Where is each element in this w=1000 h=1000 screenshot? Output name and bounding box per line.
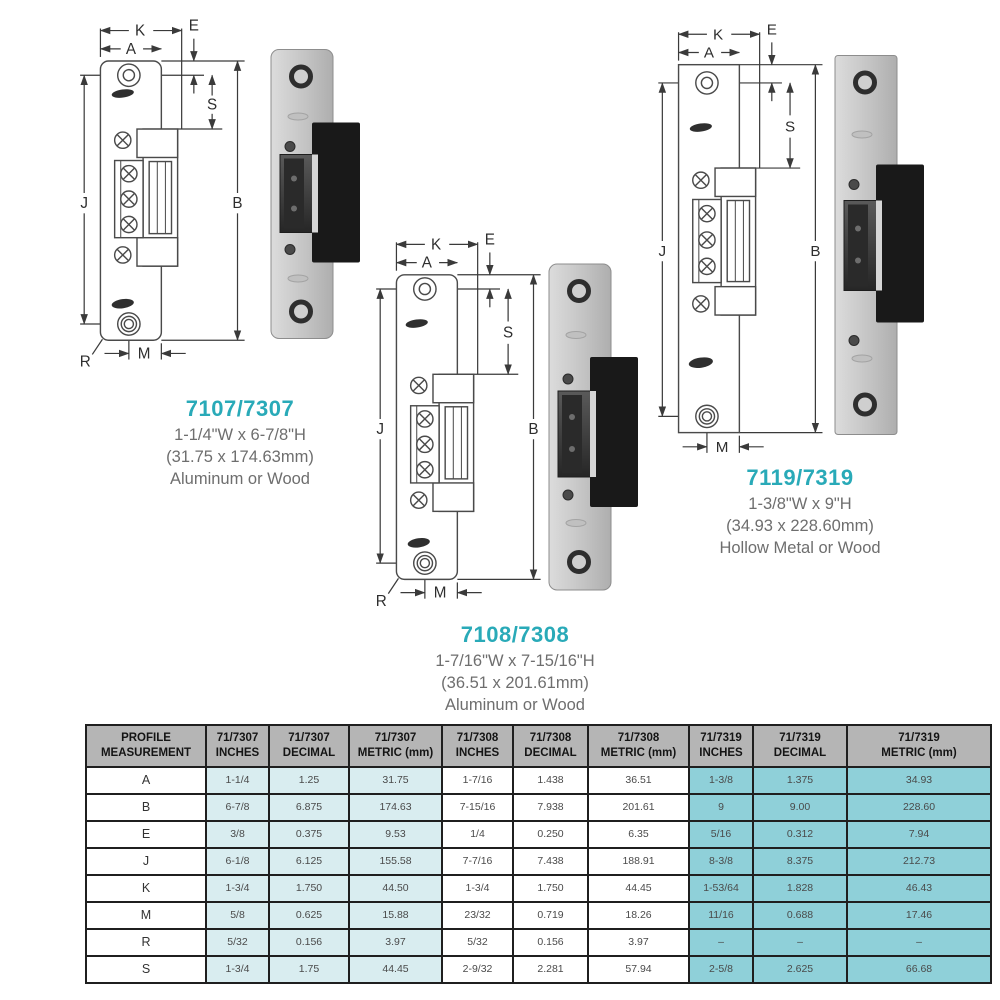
photo-slot-top (852, 131, 872, 138)
table-cell: 18.26 (588, 902, 689, 929)
header-line2: INCHES (699, 746, 743, 759)
column-header-7319-decimal (753, 725, 847, 767)
table-cell: 1-3/4 (442, 875, 513, 902)
table-cell: 8.375 (753, 848, 847, 875)
header-line2: DECIMAL (282, 746, 336, 759)
table-cell: 5/8 (206, 902, 269, 929)
table-row-A (86, 767, 991, 794)
table-cell: 7.94 (847, 821, 991, 848)
photo-screw-bottom (849, 336, 859, 346)
table-cell: 0.688 (753, 902, 847, 929)
table-cell: 6.875 (269, 794, 349, 821)
profile-cell: E (86, 821, 206, 848)
photo-hole-bottom (570, 553, 589, 572)
table-row-E (86, 821, 991, 848)
table-cell: 1-3/4 (206, 956, 269, 983)
product-size: 1-1/4"W x 6-7/8"H (174, 426, 306, 444)
dim-label-K: K (713, 26, 724, 44)
table-cell: 5/16 (689, 821, 753, 848)
table-cell: 1-7/16 (442, 767, 513, 794)
header-line2: INCHES (215, 746, 260, 759)
dim-label-S: S (503, 324, 514, 342)
dim-label-K: K (430, 236, 442, 254)
table-cell: 3/8 (206, 821, 269, 848)
dim-label-J: J (80, 195, 88, 213)
table-cell: 1/4 (442, 821, 513, 848)
dim-label-M: M (137, 345, 151, 363)
table-cell: 46.43 (847, 875, 991, 902)
header-line2: MEASUREMENT (100, 746, 192, 759)
column-header-7308-inches (442, 725, 513, 767)
photo-slot-bottom (852, 355, 872, 362)
table-cell: 7.438 (513, 848, 588, 875)
table-cell: 15.88 (349, 902, 442, 929)
profile-cell: K (86, 875, 206, 902)
table-cell: 11/16 (689, 902, 753, 929)
header-line1: 71/7307 (374, 732, 417, 744)
table-cell: 8-3/8 (689, 848, 753, 875)
product-number: 7108/7308 (460, 622, 570, 647)
table-cell: 0.625 (269, 902, 349, 929)
product-material: Aluminum or Wood (169, 469, 310, 488)
photo-slot-top (288, 113, 308, 120)
table-cell: 1-3/4 (206, 875, 269, 902)
table-cell: 3.97 (588, 929, 689, 956)
table-cell: 31.75 (349, 767, 442, 794)
table-cell: 7.938 (513, 794, 588, 821)
table-cell: 0.719 (513, 902, 588, 929)
product-size: 1-7/16"W x 7-15/16"H (435, 652, 595, 670)
table-cell: 1.25 (269, 767, 349, 794)
table-row-K (86, 875, 991, 902)
photo-strike-body (590, 357, 638, 507)
profile-cell: M (86, 902, 206, 929)
table-cell: 228.60 (847, 794, 991, 821)
column-header-7319-metric (847, 725, 991, 767)
header-line2: METRIC (mm) (357, 746, 434, 759)
faceplate-outline (679, 65, 756, 433)
faceplate-outline (100, 61, 177, 340)
table-cell: 2-5/8 (689, 956, 753, 983)
dim-label-S: S (207, 96, 218, 114)
photo-screw-top (563, 374, 573, 384)
table-row-B (86, 794, 991, 821)
column-header-7307-metric (349, 725, 442, 767)
dim-label-M: M (715, 438, 729, 456)
photo-strike-body (312, 123, 360, 263)
table-cell: 36.51 (588, 767, 689, 794)
photo-hole-top (292, 67, 311, 86)
product-material: Hollow Metal or Wood (719, 538, 881, 557)
dimension-drawing-7108 (368, 222, 566, 620)
table-cell: 7-15/16 (442, 794, 513, 821)
header-line1: 71/7308 (456, 732, 499, 744)
profile-cell: J (86, 848, 206, 875)
header-line2: DECIMAL (773, 746, 827, 759)
photo-slot-top (566, 332, 586, 339)
table-cell: 17.46 (847, 902, 991, 929)
table-cell: 0.250 (513, 821, 588, 848)
product-photo-7119 (832, 52, 927, 438)
product-size: 1-3/8"W x 9"H (748, 495, 852, 513)
table-cell: 6-7/8 (206, 794, 269, 821)
table-cell: 6.35 (588, 821, 689, 848)
table-cell: 1-1/4 (206, 767, 269, 794)
column-header-profile (86, 725, 206, 767)
table-cell: 1.438 (513, 767, 588, 794)
dim-label-A: A (421, 254, 432, 272)
photo-screw-top (285, 142, 295, 152)
photo-hole-top (856, 73, 875, 92)
photo-slot-bottom (566, 520, 586, 527)
header-line1: 71/7307 (216, 732, 259, 744)
column-header-7319-inches (689, 725, 753, 767)
photo-strike-body (876, 165, 924, 323)
photo-screw-bottom (285, 245, 295, 255)
product-metric: (36.51 x 201.61mm) (441, 673, 589, 692)
table-cell: 155.58 (349, 848, 442, 875)
table-cell: 6.125 (269, 848, 349, 875)
dim-label-B: B (232, 195, 243, 213)
table-cell: – (847, 929, 991, 956)
column-header-7308-metric (588, 725, 689, 767)
dim-label-S: S (784, 118, 796, 136)
table-cell: 1.75 (269, 956, 349, 983)
product-label-7107 (130, 396, 350, 490)
dim-label-J: J (376, 421, 384, 439)
table-cell: 1.375 (753, 767, 847, 794)
table-row-S (86, 956, 991, 983)
product-material: Aluminum or Wood (444, 695, 585, 714)
table-cell: 212.73 (847, 848, 991, 875)
column-header-7307-inches (206, 725, 269, 767)
header-line2: INCHES (455, 746, 500, 759)
product-label-7119 (685, 465, 915, 559)
table-cell: 1.750 (513, 875, 588, 902)
faceplate-outline (396, 275, 473, 580)
header-line2: METRIC (mm) (881, 746, 957, 759)
header-line1: 71/7308 (529, 732, 572, 744)
header-line2: DECIMAL (524, 746, 577, 759)
header-line1: 71/7319 (700, 732, 742, 744)
table-cell: 0.312 (753, 821, 847, 848)
dim-label-A: A (125, 40, 136, 58)
table-cell: 5/32 (206, 929, 269, 956)
dim-label-R: R (79, 353, 91, 371)
product-photo-7108 (546, 260, 641, 594)
product-number: 7119/7319 (746, 465, 854, 490)
header-line1: 71/7308 (617, 732, 660, 744)
table-cell: 44.45 (588, 875, 689, 902)
product-metric: (34.93 x 228.60mm) (726, 516, 874, 535)
dim-label-B: B (528, 421, 539, 439)
dim-label-R: R (375, 592, 387, 610)
dim-label-A: A (703, 44, 715, 62)
photo-hole-top (570, 282, 589, 301)
dim-label-J: J (658, 243, 667, 261)
profile-cell: R (86, 929, 206, 956)
table-cell: 23/32 (442, 902, 513, 929)
table-cell: 66.68 (847, 956, 991, 983)
product-number: 7107/7307 (185, 396, 295, 421)
photo-slot-bottom (288, 275, 308, 282)
table-cell: 201.61 (588, 794, 689, 821)
table-cell: 2.625 (753, 956, 847, 983)
header-line1: 71/7307 (288, 732, 330, 744)
table-cell: 34.93 (847, 767, 991, 794)
table-cell: 1.828 (753, 875, 847, 902)
dim-label-M: M (433, 584, 447, 602)
table-cell: 174.63 (349, 794, 442, 821)
column-header-7308-decimal (513, 725, 588, 767)
table-cell: 2.281 (513, 956, 588, 983)
profile-cell: S (86, 956, 206, 983)
dim-label-E: E (766, 21, 777, 39)
table-row-J (86, 848, 991, 875)
table-cell: 57.94 (588, 956, 689, 983)
table-cell: – (753, 929, 847, 956)
profile-measurement-table (85, 724, 992, 984)
profile-cell: B (86, 794, 206, 821)
table-cell: 188.91 (588, 848, 689, 875)
table-cell: 1-53/64 (689, 875, 753, 902)
table-row-M (86, 902, 991, 929)
product-photo-7107 (268, 46, 363, 342)
table-cell: 7-7/16 (442, 848, 513, 875)
table-cell: 0.156 (269, 929, 349, 956)
header-line2: METRIC (mm) (600, 746, 677, 759)
table-cell: 9 (689, 794, 753, 821)
table-cell: 2-9/32 (442, 956, 513, 983)
photo-screw-top (849, 180, 859, 190)
photo-hole-bottom (292, 302, 311, 321)
dim-label-E: E (484, 231, 495, 249)
photo-hole-bottom (856, 395, 875, 414)
table-cell: 44.50 (349, 875, 442, 902)
table-cell: 9.00 (753, 794, 847, 821)
dimension-drawing-7119 (650, 14, 848, 462)
header-line1: 71/7319 (779, 732, 821, 744)
table-cell: – (689, 929, 753, 956)
dimension-drawing-7107 (72, 8, 270, 376)
table-cell: 44.45 (349, 956, 442, 983)
dim-label-K: K (134, 22, 146, 40)
table-cell: 3.97 (349, 929, 442, 956)
header-line1: PROFILE (121, 732, 171, 744)
dim-label-B: B (810, 243, 821, 261)
table-cell: 1-3/8 (689, 767, 753, 794)
table-cell: 9.53 (349, 821, 442, 848)
header-line1: 71/7319 (898, 732, 940, 744)
column-header-7307-decimal (269, 725, 349, 767)
table-cell: 5/32 (442, 929, 513, 956)
table-row-R (86, 929, 991, 956)
profile-cell: A (86, 767, 206, 794)
table-cell: 0.375 (269, 821, 349, 848)
table-cell: 6-1/8 (206, 848, 269, 875)
table-header-row (86, 725, 991, 767)
table-cell: 1.750 (269, 875, 349, 902)
product-metric: (31.75 x 174.63mm) (166, 447, 314, 466)
dim-label-E: E (188, 17, 199, 35)
product-label-7108 (390, 622, 640, 716)
photo-screw-bottom (563, 490, 573, 500)
table-cell: 0.156 (513, 929, 588, 956)
